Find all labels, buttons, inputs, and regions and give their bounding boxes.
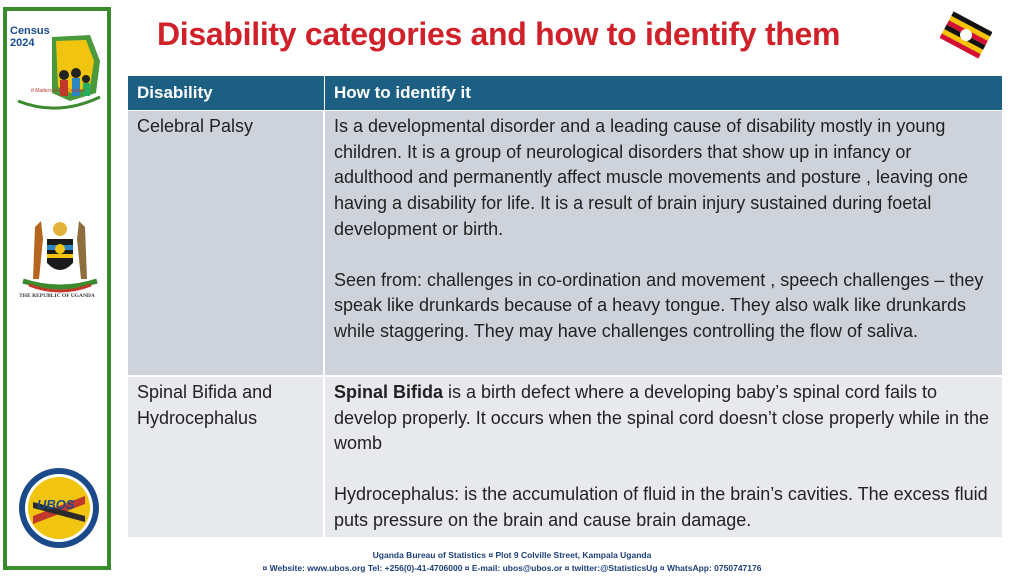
ubos-logo-text: UBOS bbox=[37, 497, 75, 512]
coat-of-arms-icon bbox=[17, 219, 103, 293]
signs-paragraph: Hydrocephalus: is the accumulation of fluid in the brain’s cavities. The excess fluid puts pressure on the brain and cause brain damage. bbox=[334, 484, 988, 530]
census-tagline: It Matters to be Counted bbox=[31, 88, 85, 94]
footer-contacts: ¤ Website: www.ubos.org Tel: +256(0)-41-4706000 ¤ E-mail: ubos@ubos.or ¤ twitter:@StatisticsUg ¤ WhatsApp: 0750747176 bbox=[262, 563, 762, 573]
logo-sidebar bbox=[3, 7, 111, 570]
signs-paragraph: Seen from: challenges in co-ordination and movement , speech challenges – they speak like drunkards because of a heavy tongue. They also walk like drunkards while staggering. They may have challenges controlling the flow of saliva. bbox=[334, 269, 984, 341]
page-title: Disability categories and how to identify them bbox=[157, 16, 841, 52]
description-paragraph: Is a developmental disorder and a leading cause of disability mostly in young children. It is a group of neurological disorders that show up in infancy or adulthood and permanently affect muscle movements and posture , leaving one having a disability for life. It is a result of brain injury sustained during foetal development or birth. bbox=[334, 116, 969, 239]
identification-text bbox=[325, 111, 1002, 375]
header-how-to-identify: How to identify it bbox=[334, 83, 471, 102]
footer-address: Uganda Bureau of Statistics ¤ Plot 9 Colville Street, Kampala Uganda bbox=[372, 550, 652, 560]
coat-of-arms-caption: THE REPUBLIC OF UGANDA bbox=[19, 293, 95, 299]
term-bold: Spinal Bifida bbox=[334, 382, 444, 402]
table-header bbox=[128, 76, 1002, 110]
table-row bbox=[128, 111, 1002, 375]
disability-name: Celebral Palsy bbox=[128, 111, 325, 375]
header-disability: Disability bbox=[128, 76, 325, 110]
uganda-flag-icon bbox=[940, 8, 992, 62]
disability-name: Spinal Bifida and Hydrocephalus bbox=[128, 377, 325, 537]
census-logo-text: Census 2024 bbox=[10, 25, 50, 49]
table-row bbox=[128, 377, 1002, 537]
disability-table bbox=[128, 76, 1002, 537]
term-definition: is a birth defect where a developing baby’s spinal cord fails to develop properly. It occurs when the spinal cord doesn’t close properly while in the womb bbox=[334, 382, 990, 454]
description-paragraph bbox=[334, 380, 994, 457]
identification-text bbox=[325, 377, 1002, 537]
